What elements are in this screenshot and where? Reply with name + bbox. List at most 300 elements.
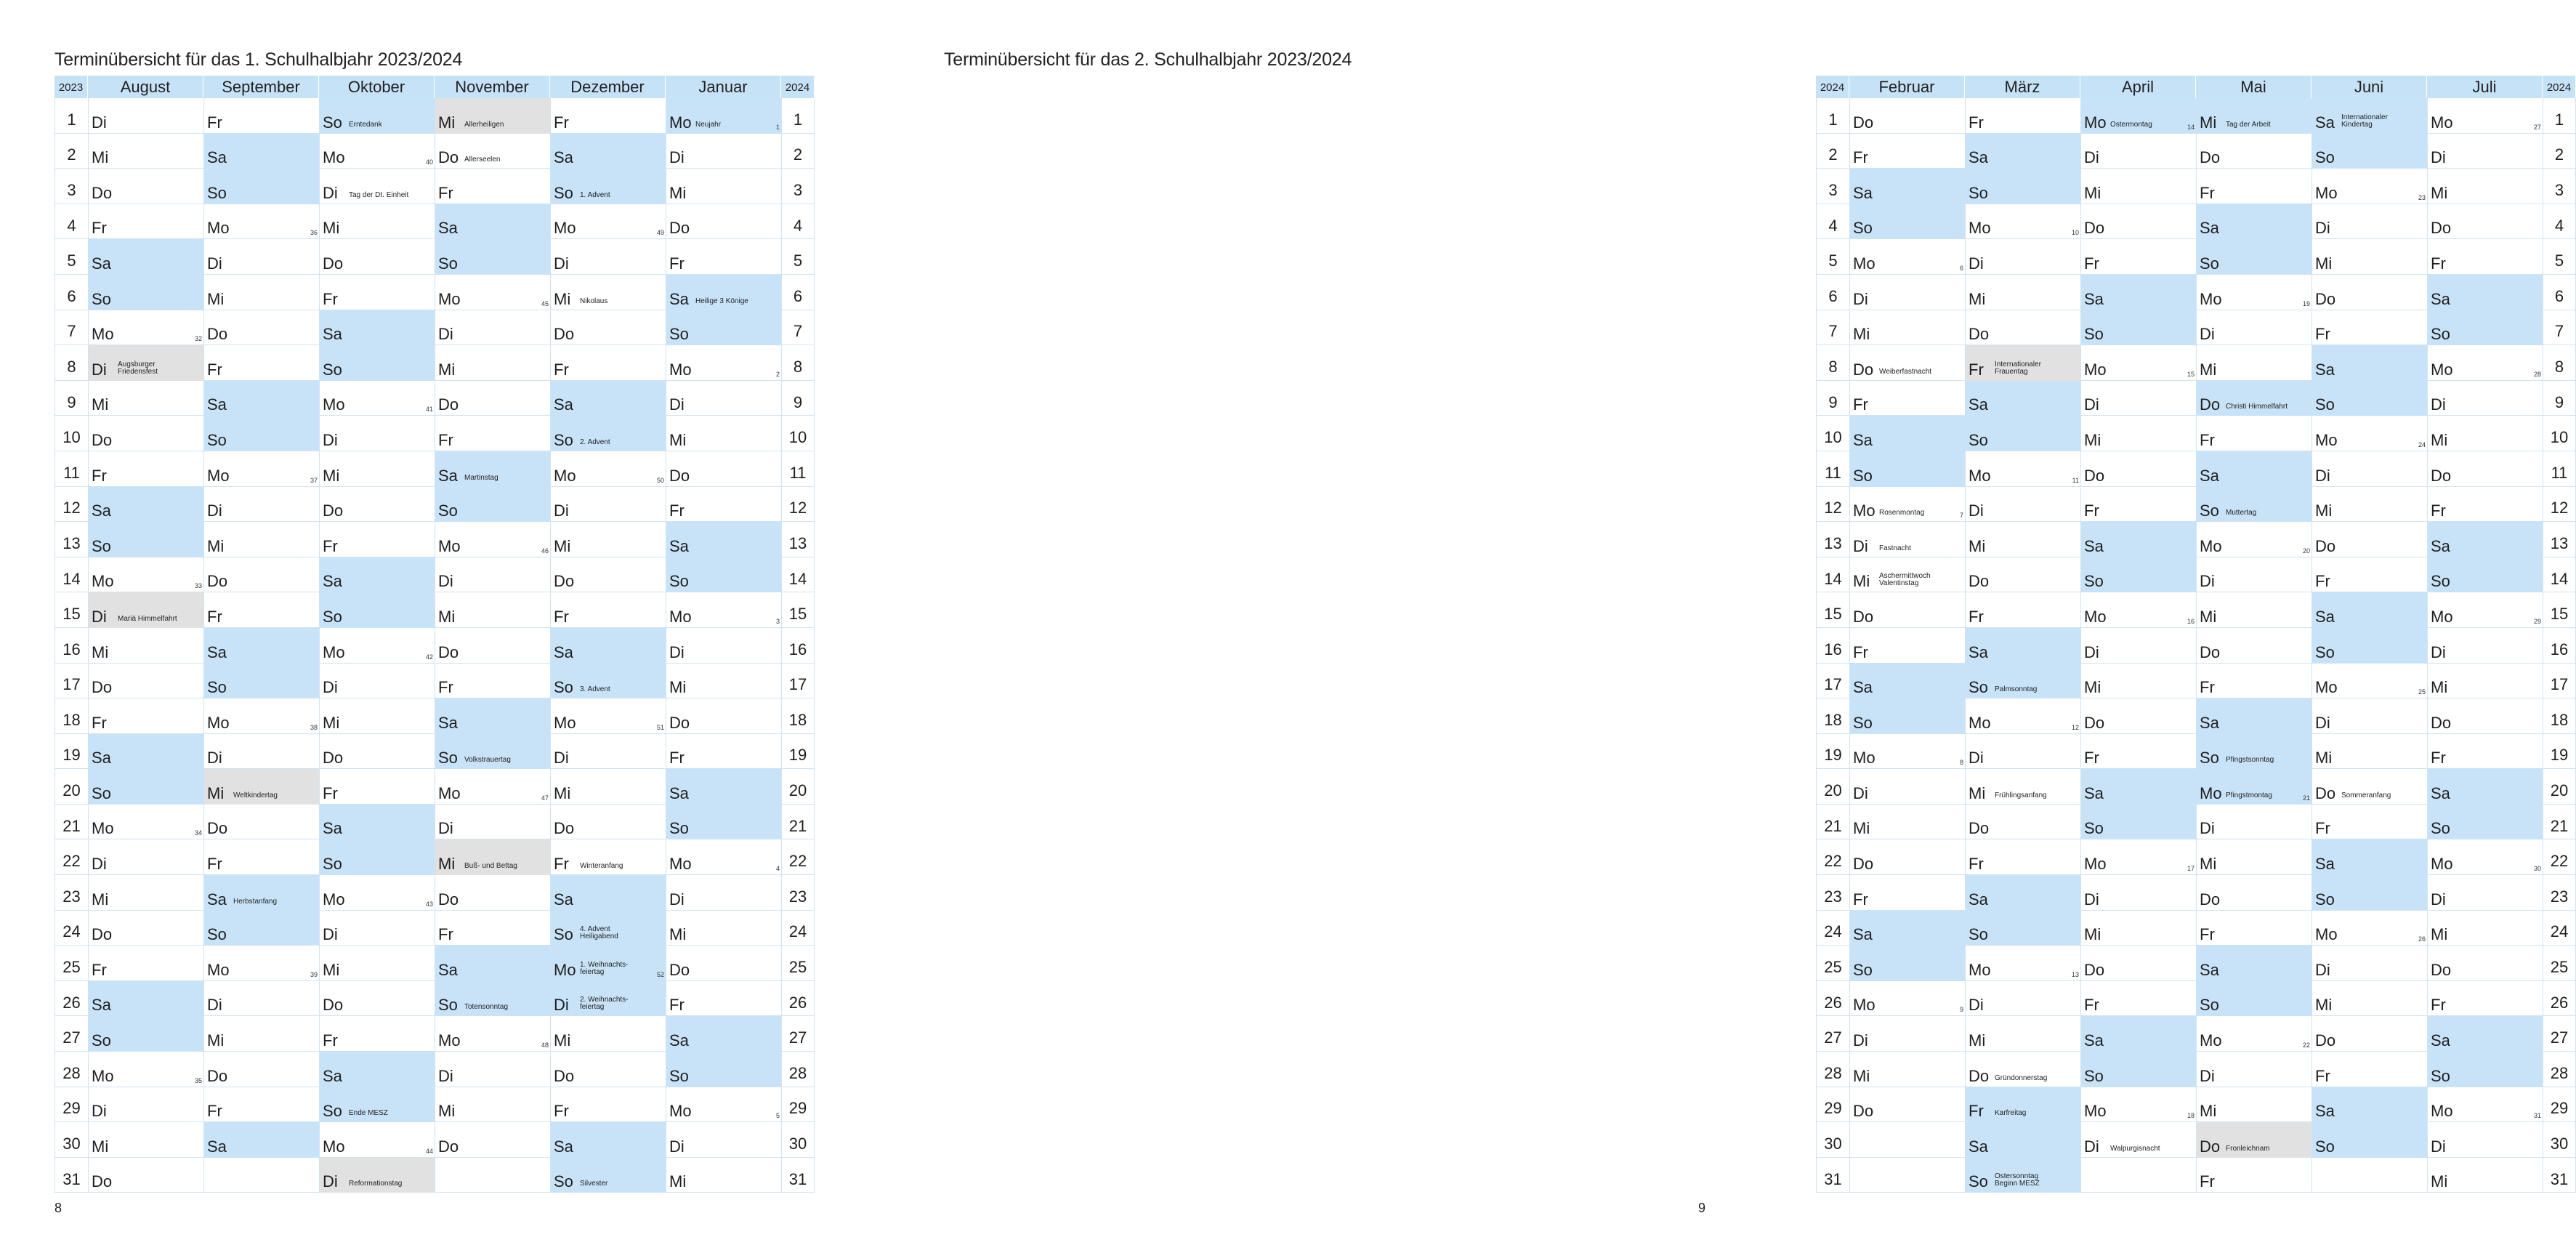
weekday-label: Mi: [2084, 925, 2101, 944]
week-number: 23: [2418, 193, 2426, 201]
day-cell: [203, 911, 319, 946]
day-cell: [2311, 275, 2427, 310]
weekday-label: Mi: [92, 1137, 109, 1156]
weekday-label: Do: [438, 148, 459, 167]
weekday-label: Mo: [438, 289, 461, 308]
day-cell: [2427, 1016, 2543, 1052]
weekday-label: So: [323, 1102, 342, 1121]
day-cell: [1965, 1052, 2080, 1087]
weekday-label: Mo: [2084, 113, 2107, 132]
weekday-label: Do: [554, 572, 575, 591]
weekday-label: Mo: [2084, 1102, 2107, 1121]
day-cell: [550, 1122, 666, 1158]
day-cell: [88, 169, 203, 204]
day-cell: [2311, 134, 2427, 169]
weekday-label: Mo: [207, 466, 230, 485]
day-cell: [435, 805, 550, 840]
month-header: Januar: [666, 76, 781, 98]
event-label: Sommeranfang: [2341, 791, 2391, 799]
day-cell: [319, 1122, 435, 1158]
day-cell: [2311, 911, 2427, 946]
day-cell: [666, 169, 781, 204]
day-cell: [88, 911, 203, 946]
day-cell: [1849, 275, 1965, 310]
week-number: 52: [656, 970, 664, 978]
month-header: November: [435, 76, 550, 98]
day-cell: [2080, 1016, 2196, 1052]
day-number: 10: [54, 416, 88, 451]
day-cell: [666, 946, 781, 981]
day-cell: [2080, 204, 2196, 240]
day-cell: [319, 946, 435, 981]
day-cell: [435, 239, 550, 275]
day-cell: [88, 981, 203, 1017]
weekday-label: Fr: [2431, 996, 2446, 1015]
event-label: Tag der Arbeit: [2226, 120, 2271, 129]
day-cell: [2427, 98, 2543, 134]
day-number: 20: [781, 769, 815, 805]
weekday-label: Di: [92, 607, 107, 626]
weekday-label: Mi: [2431, 678, 2448, 697]
weekday-label: Fr: [207, 113, 222, 132]
day-cell: [666, 628, 781, 664]
weekday-label: Fr: [92, 466, 107, 485]
day-number: 23: [1816, 875, 1849, 911]
day-cell: [666, 345, 781, 381]
weekday-label: So: [554, 183, 573, 202]
day-number: 25: [1816, 946, 1849, 981]
day-number: 24: [54, 911, 88, 946]
day-number: 21: [54, 805, 88, 840]
weekday-label: Mo: [323, 890, 345, 908]
day-cell: [2427, 239, 2543, 275]
weekday-label: So: [438, 254, 458, 273]
weekday-label: Do: [92, 430, 113, 449]
day-cell: [1965, 805, 2080, 840]
week-number: 32: [194, 335, 202, 343]
weekday-label: Mo: [323, 395, 345, 414]
day-cell: [2080, 875, 2196, 911]
day-number: 28: [54, 1052, 88, 1087]
day-cell: [2080, 557, 2196, 593]
week-number: 48: [541, 1041, 549, 1049]
day-cell: [666, 769, 781, 805]
weekday-label: Mi: [669, 678, 687, 697]
week-number: 49: [656, 229, 664, 237]
week-number: 13: [2071, 970, 2079, 978]
event-label: Pfingstsonntag: [2226, 756, 2274, 765]
weekday-label: Fr: [438, 183, 453, 202]
day-number: 18: [54, 698, 88, 734]
weekday-label: Do: [438, 642, 459, 661]
day-cell: [1849, 239, 1965, 275]
day-cell: [203, 134, 319, 169]
weekday-label: Mo: [2084, 360, 2107, 379]
weekday-label: Mo: [2084, 607, 2107, 626]
weekday-label: Sa: [669, 783, 689, 802]
day-cell: [1965, 416, 2080, 451]
day-number: 21: [781, 805, 815, 840]
day-number: 16: [2543, 628, 2576, 664]
day-cell: [435, 1016, 550, 1052]
weekday-label: Mo: [438, 783, 461, 802]
weekday-label: Do: [92, 183, 113, 202]
day-cell: [2196, 416, 2311, 451]
weekday-label: Di: [2084, 395, 2099, 414]
weekday-label: Fr: [1853, 642, 1868, 661]
day-cell: [88, 1122, 203, 1158]
weekday-label: Fr: [2315, 325, 2330, 344]
weekday-label: So: [2431, 1066, 2450, 1085]
week-number: 17: [2187, 865, 2195, 873]
weekday-label: So: [554, 1172, 573, 1191]
week-number: 40: [425, 158, 433, 166]
week-number: 22: [2302, 1041, 2310, 1049]
day-cell: [1849, 875, 1965, 911]
day-number: 28: [1816, 1052, 1849, 1087]
weekday-label: Fr: [2315, 572, 2330, 591]
weekday-label: Mo: [1969, 466, 1991, 485]
event-label: Herbstanfang: [233, 897, 278, 906]
weekday-label: So: [669, 572, 689, 591]
weekday-label: Di: [669, 395, 685, 414]
day-cell: [2427, 805, 2543, 840]
event-label: Rosenmontag: [1879, 509, 1925, 517]
day-cell: [2311, 451, 2427, 487]
day-cell: [319, 557, 435, 593]
event-label: Palmsonntag: [1995, 685, 2038, 694]
day-cell: [2196, 275, 2311, 310]
weekday-label: Sa: [2315, 855, 2335, 874]
weekday-label: Fr: [554, 607, 569, 626]
day-cell: [319, 310, 435, 346]
weekday-label: Mi: [1969, 1031, 1986, 1050]
month-header: März: [1965, 76, 2080, 98]
day-cell: [550, 664, 666, 699]
day-cell: [2080, 381, 2196, 416]
event-label: Pfingstmontag: [2226, 791, 2272, 799]
day-cell: [88, 487, 203, 523]
day-cell: [1849, 1087, 1965, 1123]
weekday-label: Sa: [2431, 783, 2450, 802]
day-cell: [2427, 169, 2543, 204]
event-label: Internationaler Kindertag: [2341, 113, 2388, 129]
weekday-label: Mo: [1853, 749, 1876, 767]
week-number: 5: [775, 1112, 780, 1120]
day-cell: [1965, 381, 2080, 416]
weekday-label: So: [1969, 925, 1988, 944]
weekday-label: Sa: [2084, 783, 2104, 802]
weekday-label: So: [2084, 1066, 2104, 1085]
day-cell: [435, 875, 550, 911]
day-cell: [435, 664, 550, 699]
day-cell: [2427, 487, 2543, 523]
day-cell: [2427, 734, 2543, 770]
day-cell: [550, 1158, 666, 1193]
month-header: August: [88, 76, 203, 98]
day-cell: [2427, 451, 2543, 487]
day-number: 27: [1816, 1016, 1849, 1052]
day-cell: [1965, 557, 2080, 593]
day-cell: [319, 345, 435, 381]
page-number: 8: [54, 1201, 62, 1215]
day-cell: [1965, 98, 2080, 134]
day-number: 28: [781, 1052, 815, 1087]
weekday-label: So: [1969, 183, 1988, 202]
weekday-label: Mi: [2084, 430, 2101, 449]
day-cell: [1849, 416, 1965, 451]
day-cell: [435, 769, 550, 805]
day-cell: [1965, 1016, 2080, 1052]
day-cell: [2311, 734, 2427, 770]
day-number: 15: [781, 592, 815, 628]
day-number: 28: [2543, 1052, 2576, 1087]
weekday-label: Di: [92, 360, 107, 379]
weekday-label: Sa: [207, 395, 227, 414]
day-cell: [2196, 204, 2311, 240]
weekday-label: Do: [92, 678, 113, 697]
day-cell: [2196, 1016, 2311, 1052]
event-label: Ostermontag: [2110, 120, 2152, 129]
day-cell: [550, 134, 666, 169]
day-cell: [2427, 946, 2543, 981]
weekday-label: Sa: [92, 996, 111, 1015]
day-cell: [2427, 1158, 2543, 1193]
day-cell: [203, 805, 319, 840]
day-cell: [666, 1016, 781, 1052]
weekday-label: So: [2200, 749, 2219, 767]
week-number: 18: [2187, 1112, 2195, 1120]
weekday-label: Fr: [323, 536, 338, 555]
weekday-label: Do: [323, 996, 344, 1015]
event-label: Volkstrauertag: [464, 756, 511, 765]
weekday-label: Sa: [1969, 395, 1988, 414]
day-cell: [2427, 769, 2543, 805]
weekday-label: Sa: [92, 749, 111, 767]
day-cell: [2080, 698, 2196, 734]
week-number: 37: [310, 476, 318, 484]
month-header: Februar: [1849, 76, 1965, 98]
weekday-label: Fr: [2200, 183, 2215, 202]
day-cell: [1965, 451, 2080, 487]
weekday-label: Di: [1853, 1031, 1868, 1050]
weekday-label: So: [2200, 254, 2219, 273]
weekday-label: Sa: [438, 960, 458, 979]
day-cell: [2196, 522, 2311, 557]
day-cell: [1965, 310, 2080, 346]
week-number: 15: [2187, 370, 2195, 378]
event-label: Tag der Dt. Einheit: [349, 190, 409, 199]
day-number: 23: [54, 875, 88, 911]
event-label: Mariä Himmelfahrt: [118, 614, 177, 623]
week-number: 28: [2533, 370, 2541, 378]
day-cell: [203, 875, 319, 911]
day-number: 10: [2543, 416, 2576, 451]
weekday-label: So: [92, 289, 111, 308]
weekday-label: Sa: [554, 148, 573, 167]
day-cell: [203, 981, 319, 1017]
day-cell: [1849, 628, 1965, 664]
day-cell: [2196, 946, 2311, 981]
weekday-label: Do: [1853, 1102, 1874, 1121]
day-number: 14: [54, 557, 88, 593]
weekday-label: So: [669, 1066, 689, 1085]
weekday-label: Fr: [438, 430, 453, 449]
day-cell: [1849, 769, 1965, 805]
weekday-label: Sa: [323, 819, 342, 838]
week-number: 24: [2418, 440, 2426, 448]
weekday-label: Mo: [207, 219, 230, 238]
weekday-label: Di: [438, 572, 453, 591]
weekday-label: So: [2315, 148, 2335, 167]
weekday-label: Sa: [207, 642, 227, 661]
day-cell: [203, 1158, 319, 1193]
weekday-label: Fr: [207, 607, 222, 626]
weekday-label: Mi: [554, 783, 571, 802]
day-cell: [550, 698, 666, 734]
day-number: 9: [781, 381, 815, 416]
weekday-label: Do: [2315, 1031, 2336, 1050]
weekday-label: Mi: [2084, 678, 2101, 697]
weekday-label: Do: [1969, 572, 1990, 591]
day-number: 11: [781, 451, 815, 487]
weekday-label: Di: [2431, 1137, 2446, 1156]
weekday-label: Fr: [207, 855, 222, 874]
day-cell: [2196, 839, 2311, 875]
day-number: 21: [1816, 805, 1849, 840]
day-cell: [666, 451, 781, 487]
event-label: Silvester: [580, 1180, 608, 1188]
day-cell: [203, 522, 319, 557]
day-number: 12: [2543, 487, 2576, 523]
week-number: 9: [1959, 1006, 1963, 1014]
weekday-label: Mo: [2200, 289, 2222, 308]
day-cell: [666, 1052, 781, 1087]
day-cell: [1965, 664, 2080, 699]
day-cell: [203, 592, 319, 628]
day-cell: [550, 239, 666, 275]
day-cell: [435, 1087, 550, 1123]
day-number: 21: [2543, 805, 2576, 840]
weekday-label: Mi: [92, 642, 109, 661]
day-cell: [666, 1087, 781, 1123]
day-number: 1: [781, 98, 815, 134]
day-cell: [2311, 557, 2427, 593]
weekday-label: Do: [2315, 783, 2336, 802]
weekday-label: Mo: [1969, 713, 1991, 732]
day-cell: [1965, 698, 2080, 734]
day-cell: [2427, 1122, 2543, 1158]
day-cell: [1849, 487, 1965, 523]
weekday-label: Mo: [323, 1137, 345, 1156]
event-label: Ende MESZ: [349, 1109, 388, 1118]
day-cell: [2196, 698, 2311, 734]
weekday-label: Di: [2200, 572, 2215, 591]
day-cell: [319, 1087, 435, 1123]
day-cell: [203, 698, 319, 734]
day-number: 11: [1816, 451, 1849, 487]
day-number: 7: [2543, 310, 2576, 346]
day-number: 25: [2543, 946, 2576, 981]
day-cell: [2196, 451, 2311, 487]
day-cell: [88, 946, 203, 981]
day-cell: [435, 1122, 550, 1158]
weekday-label: Do: [669, 466, 690, 485]
day-cell: [2311, 487, 2427, 523]
weekday-label: Do: [92, 1172, 113, 1191]
weekday-label: Fr: [438, 925, 453, 944]
day-cell: [2311, 239, 2427, 275]
weekday-label: Di: [2431, 395, 2446, 414]
week-number: 2: [775, 370, 780, 378]
weekday-label: Do: [2200, 148, 2221, 167]
weekday-label: Di: [2084, 1137, 2099, 1156]
day-cell: [319, 664, 435, 699]
weekday-label: Di: [554, 996, 569, 1015]
day-cell: [2427, 204, 2543, 240]
weekday-label: Sa: [2315, 113, 2335, 132]
day-cell: [1849, 98, 1965, 134]
day-cell: [2196, 487, 2311, 523]
day-cell: [88, 769, 203, 805]
day-cell: [2427, 981, 2543, 1017]
day-cell: [550, 981, 666, 1017]
weekday-label: Mo: [207, 713, 230, 732]
day-cell: [203, 204, 319, 240]
weekday-label: Mi: [2315, 254, 2333, 273]
day-number: 4: [1816, 204, 1849, 240]
day-cell: [2427, 522, 2543, 557]
day-cell: [2311, 946, 2427, 981]
day-cell: [88, 451, 203, 487]
day-number: 4: [54, 204, 88, 240]
weekday-label: Di: [1853, 783, 1868, 802]
weekday-label: Di: [438, 1066, 453, 1085]
day-cell: [435, 698, 550, 734]
day-cell: [435, 628, 550, 664]
weekday-label: Di: [1853, 289, 1868, 308]
weekday-label: Di: [669, 1137, 685, 1156]
day-cell: [666, 381, 781, 416]
day-number: 11: [54, 451, 88, 487]
day-cell: [319, 451, 435, 487]
month-header: Juni: [2311, 76, 2427, 98]
day-number: 27: [54, 1016, 88, 1052]
day-cell: [550, 522, 666, 557]
day-number: 30: [54, 1122, 88, 1158]
day-cell: [203, 1087, 319, 1123]
weekday-label: Di: [207, 254, 222, 273]
weekday-label: Do: [2084, 713, 2105, 732]
day-cell: [1965, 769, 2080, 805]
day-cell: [1849, 592, 1965, 628]
weekday-label: So: [207, 925, 227, 944]
day-number: 26: [781, 981, 815, 1017]
day-cell: [2080, 1052, 2196, 1087]
day-cell: [1965, 839, 2080, 875]
weekday-label: Mo: [1853, 996, 1876, 1015]
weekday-label: Sa: [2431, 289, 2450, 308]
day-cell: [203, 1122, 319, 1158]
day-cell: [2311, 1087, 2427, 1123]
weekday-label: Do: [1853, 607, 1874, 626]
weekday-label: Mi: [2200, 607, 2217, 626]
day-number: 22: [781, 839, 815, 875]
weekday-label: Mi: [669, 925, 687, 944]
day-cell: [550, 451, 666, 487]
weekday-label: So: [92, 536, 111, 555]
weekday-label: Sa: [1853, 678, 1873, 697]
